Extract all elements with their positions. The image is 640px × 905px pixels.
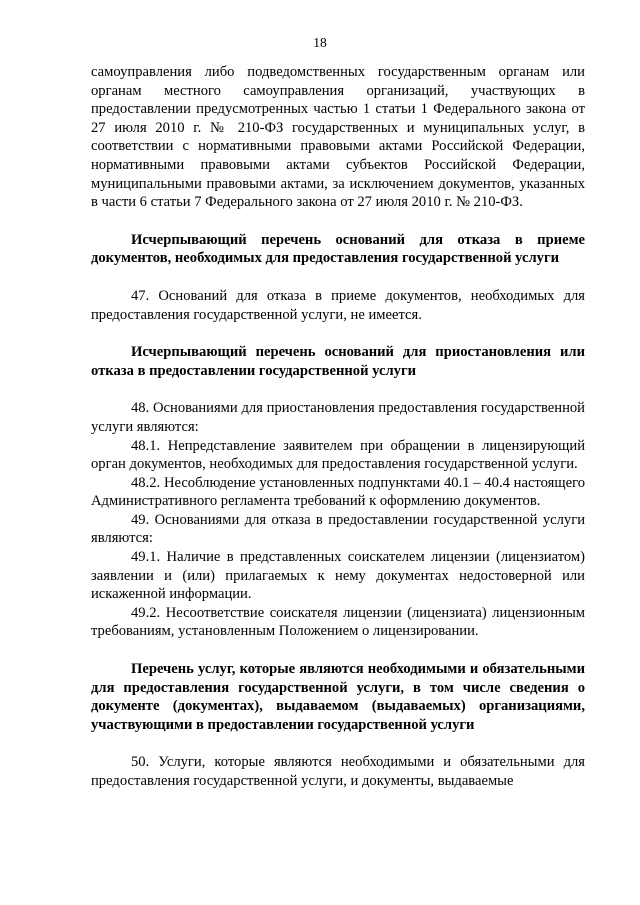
page-number: 18	[313, 35, 327, 50]
heading-required-services: Перечень услуг, которые являются необходимыми и обязательными для предоставления государственной услуги, в том числе сведения о документе (документах), выдаваемом (выдаваемых) организациями, участвующими в предоставлении государственной услуги	[91, 661, 585, 733]
paragraph-48: 48. Основаниями для приостановления предоставления государственной услуги являются:	[91, 400, 585, 435]
document-body	[91, 63, 585, 791]
paragraph-49: 49. Основаниями для отказа в предоставлении государственной услуги являются:	[91, 511, 585, 547]
heading-suspension-refusal: Исчерпывающий перечень оснований для приостановления или отказа в предоставлении государственной услуги	[91, 344, 585, 379]
paragraph-49-2: 49.2. Несоответствие соискателя лицензии (лицензиата) лицензионным требованиям, установленным Положением о лицензировании.	[91, 604, 585, 640]
paragraph-continuation: самоуправления либо подведомственных государственным органам или органам местного самоуправления организаций, участвующих в предоставлении предусмотренных частью 1 статьи 1 Федерального закона от 27 июля 2010 г. № 210-ФЗ государственных и муниципальных услуг, в соответствии с нормативными правовыми актами Российской Федерации, нормативными правовыми актами субъектов Российской Федерации, муниципальными правовыми актами, за исключением документов, указанных в части 6 статьи 7 Федерального закона от 27 июля 2010 г. № 210-ФЗ.	[91, 64, 585, 211]
paragraph-48-2: 48.2. Несоблюдение установленных подпунктами 40.1 – 40.4 настоящего Административного регламента требований к оформлению документов.	[91, 474, 585, 510]
paragraph-47: 47. Оснований для отказа в приеме документов, необходимых для предоставления государственной услуги, не имеется.	[91, 287, 585, 323]
paragraph-49-1: 49.1. Наличие в представленных соискателем лицензии (лицензиатом) заявлении и (или) прилагаемых к нему документах недостоверной или искаженной информации.	[91, 549, 585, 603]
paragraph-48-1: 48.1. Непредставление заявителем при обращении в лицензирующий орган документов, необходимых для предоставления государственной услуги.	[91, 437, 585, 473]
paragraph-50: 50. Услуги, которые являются необходимыми и обязательными для предоставления государственной услуги, и документы, выдаваемые	[91, 754, 585, 789]
heading-refusal-acceptance: Исчерпывающий перечень оснований для отказа в приеме документов, необходимых для предоставления государственной услуги	[91, 231, 585, 267]
